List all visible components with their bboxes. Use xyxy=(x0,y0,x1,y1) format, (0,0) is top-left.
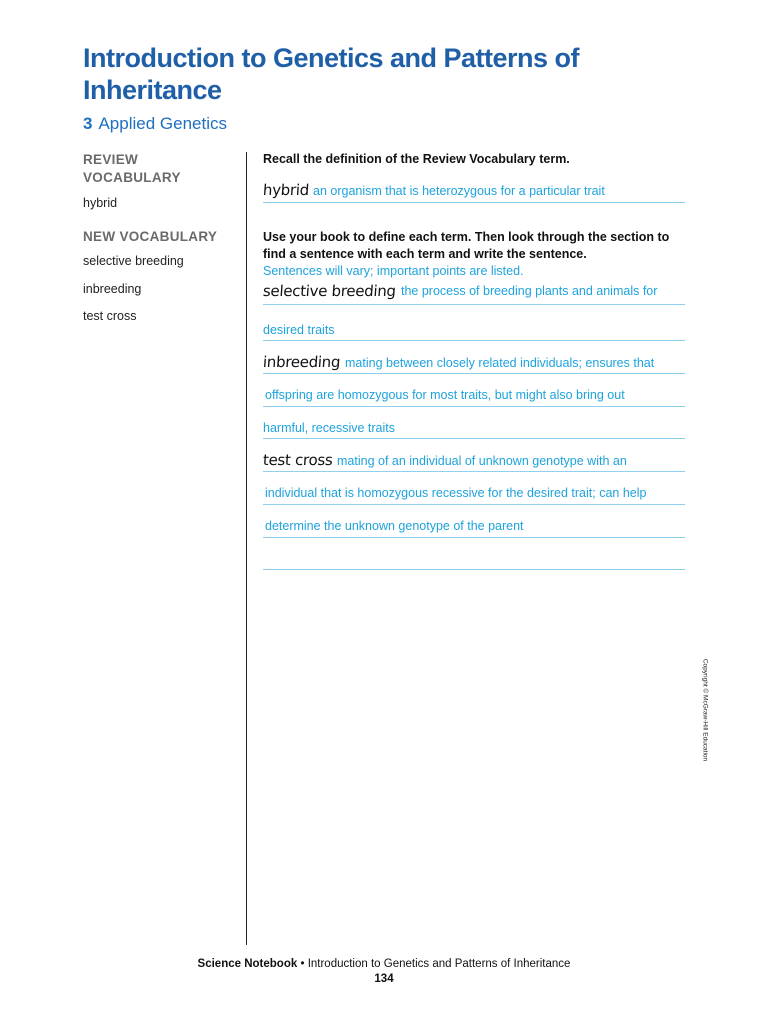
vocab-term: selective breeding xyxy=(262,282,397,300)
vocab-term: inbreeding xyxy=(262,353,341,371)
new-vocab-item: selective breeding xyxy=(83,254,184,268)
page-footer xyxy=(0,958,768,970)
definition-line: desired traits xyxy=(263,323,335,337)
new-vocab-item: test cross xyxy=(83,309,137,323)
review-vocabulary-heading: REVIEW VOCABULARY xyxy=(83,152,181,185)
copyright-notice: Copyright © McGraw-Hill Education xyxy=(701,658,709,762)
page-number: 134 xyxy=(374,973,394,985)
review-instruction: Recall the definition of the Review Vocabulary term. xyxy=(263,152,570,166)
footer-chapter: Introduction to Genetics and Patterns of Inheritance xyxy=(307,958,571,970)
definition-line: offspring are homozygous for most traits, but might also bring out xyxy=(265,388,625,402)
review-answer: an organism that is heterozygous for a particular trait xyxy=(313,184,605,198)
answer-line xyxy=(263,202,685,203)
answer-line xyxy=(263,471,685,472)
new-vocabulary-heading: NEW VOCABULARY xyxy=(83,229,218,244)
answer-line xyxy=(263,504,685,505)
chapter-title: Applied Genetics xyxy=(98,114,227,133)
definition-line: harmful, recessive traits xyxy=(263,421,395,435)
answer-line xyxy=(263,304,685,305)
definition-line: determine the unknown genotype of the parent xyxy=(265,519,524,533)
footer-separator: • xyxy=(300,958,305,970)
answer-line xyxy=(263,340,685,341)
chapter-number: 3 xyxy=(83,114,93,133)
new-instruction: Use your book to define each term. Then look through the section to find a sentence with each term and write the sentence. xyxy=(263,230,670,261)
review-vocab-item: hybrid xyxy=(83,196,118,210)
definition-line: mating of an individual of unknown genotype with an xyxy=(337,454,627,468)
answer-note: Sentences will vary; important points are listed. xyxy=(263,264,524,278)
definition-line: the process of breeding plants and animals for xyxy=(401,284,658,298)
answer-line xyxy=(263,569,685,570)
vocab-term: test cross xyxy=(262,451,334,469)
definition-line: mating between closely related individuals; ensures that xyxy=(345,356,655,370)
review-term: hybrid xyxy=(262,181,310,199)
column-divider xyxy=(246,152,247,945)
new-vocab-item: inbreeding xyxy=(83,282,142,296)
page-title: Introduction to Genetics and Patterns of Inheritance xyxy=(83,43,580,105)
answer-line xyxy=(263,438,685,439)
answer-line xyxy=(263,373,685,374)
chapter-heading xyxy=(83,114,227,134)
definition-line: individual that is homozygous recessive for the desired trait; can help xyxy=(265,486,647,500)
footer-publication: Science Notebook xyxy=(197,958,298,970)
answer-line xyxy=(263,537,685,538)
answer-line xyxy=(263,406,685,407)
